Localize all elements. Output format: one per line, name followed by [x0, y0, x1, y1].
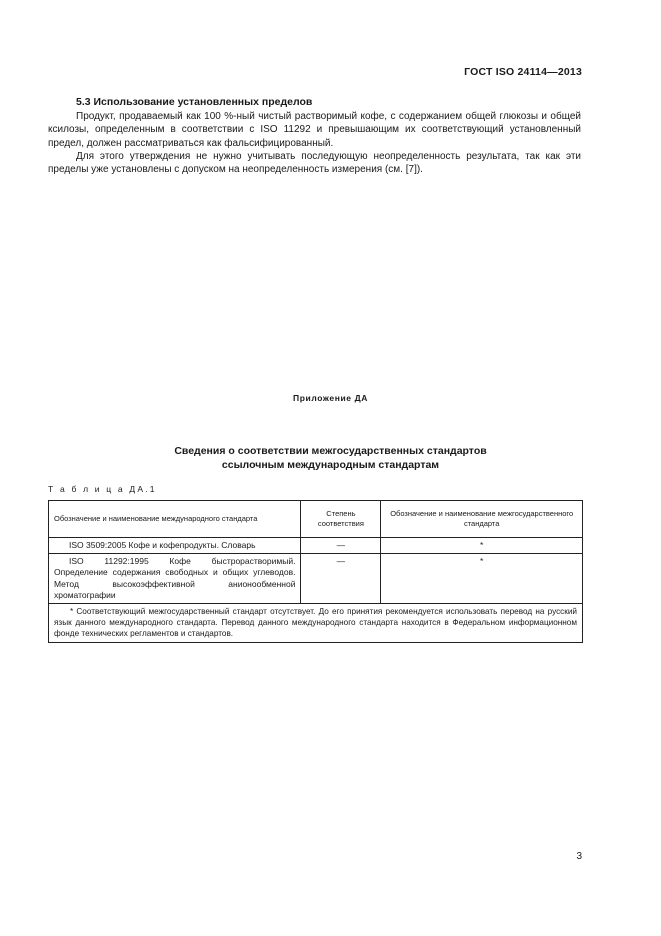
- appendix-title-line-2: ссылочным международным стандартам: [221, 459, 440, 471]
- appendix-label: Приложение ДА: [293, 393, 368, 403]
- correspondence-table: [48, 500, 583, 643]
- paragraph-2-text: Для этого утверждения не нужно учитывать последующую неопределенность результата, так как эти пределы уже установлены с допуском на неопределенность измерения (см. [7]).: [48, 151, 581, 176]
- header-interstate-standard: Обозначение и наименование межгосударственного стандарта: [381, 501, 583, 538]
- paragraph-1-text: Продукт, продаваемый как 100 %-ный чистый растворимый кофе, с содержанием общей глюкозы и общей ксилозы, определенным в соответствии с ISO 11292 и превышающим их соответствующий установленный предел, должен рассматриваться как фальсифицированный.: [48, 111, 581, 149]
- row-1-degree: —: [301, 538, 381, 554]
- section-title: 5.3 Использование установленных пределов: [76, 96, 313, 108]
- row-1-intl: ISO 3509:2005 Кофе и кофепродукты. Словарь: [49, 538, 301, 554]
- table-caption: Т а б л и ц а ДА.1: [48, 484, 157, 494]
- paragraph-1: [48, 110, 581, 150]
- row-2-interstate: *: [381, 554, 583, 604]
- table-footnote-row: [49, 604, 583, 643]
- page-number: 3: [576, 851, 582, 862]
- row-2-degree: —: [301, 554, 381, 604]
- table-row: [49, 554, 583, 604]
- header-degree: Степень соответствия: [301, 501, 381, 538]
- table-row: [49, 538, 583, 554]
- row-2-intl: ISO 11292:1995 Кофе быстрорастворимый. Определение содержания свободных и общих углеводов. Метод высокоэффективной анионообменной хроматографии: [49, 554, 301, 604]
- paragraph-2: [48, 150, 581, 177]
- row-1-interstate: *: [381, 538, 583, 554]
- document-code: ГОСТ ISO 24114—2013: [464, 66, 582, 78]
- table-footnote: * Соответствующий межгосударственный стандарт отсутствует. До его принятия рекомендуется использовать перевод на русский язык данного международного стандарта. Перевод данного международного стандарта находится в Федеральном информационном фонде технических регламентов и стандартов.: [49, 604, 583, 643]
- appendix-title: [0, 444, 661, 472]
- header-intl-standard: Обозначение и наименование международного стандарта: [49, 501, 301, 538]
- table-header-row: [49, 501, 583, 538]
- appendix-title-line-1: Сведения о соответствии межгосударственных стандартов: [174, 445, 487, 457]
